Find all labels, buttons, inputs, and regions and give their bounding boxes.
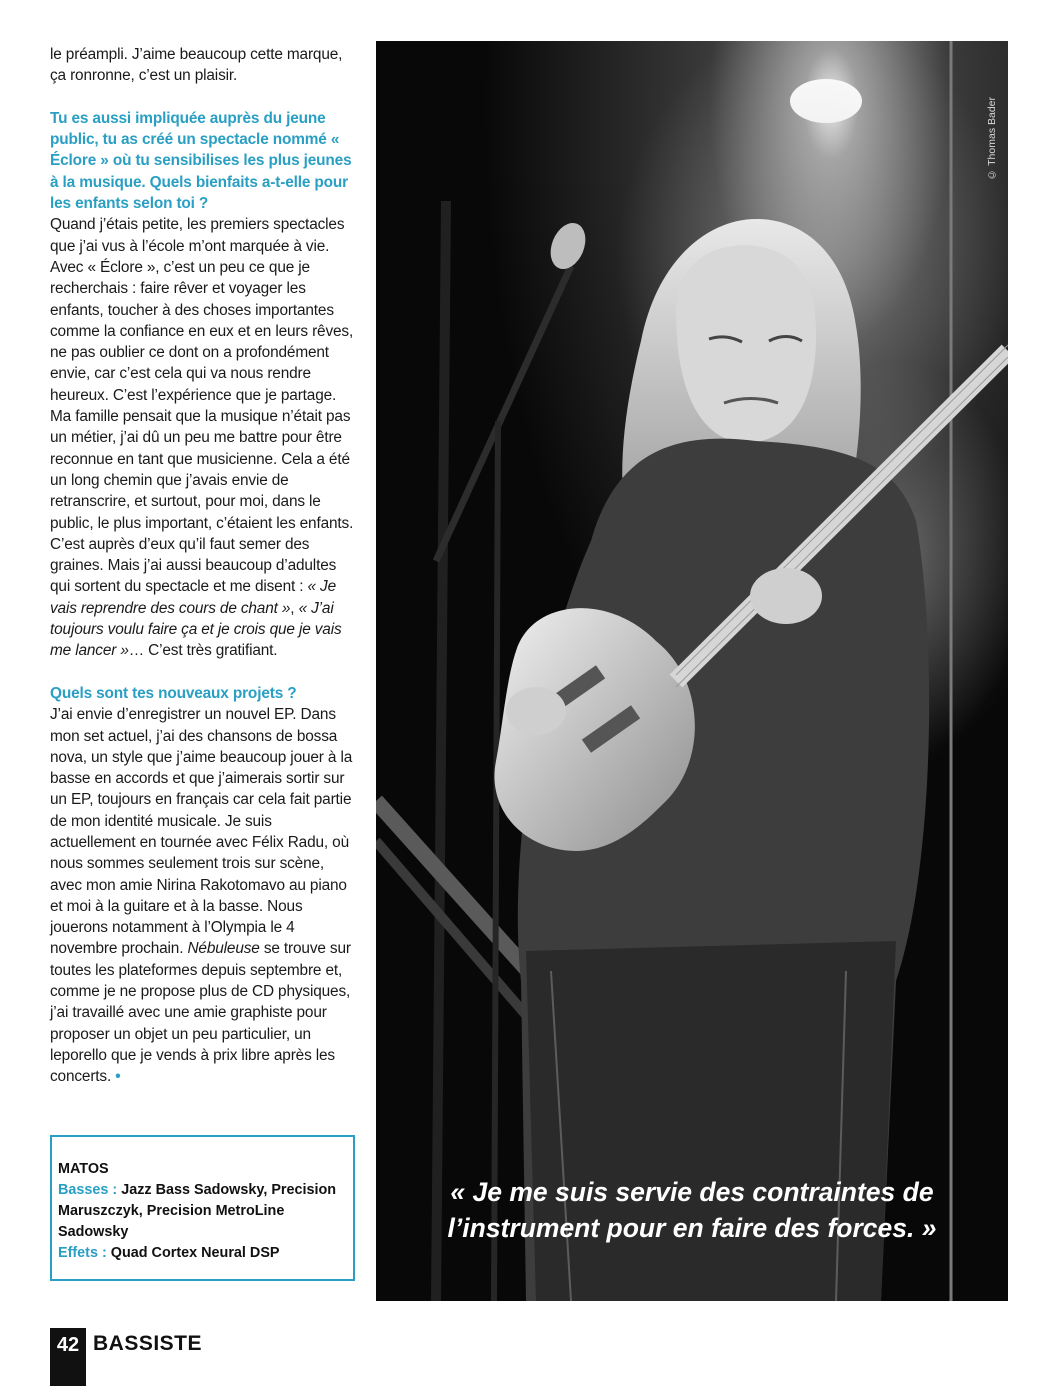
end-mark: •: [115, 1068, 121, 1086]
photo-illustration: [376, 41, 1008, 1301]
question-projets: Quels sont tes nouveaux projets ?: [50, 684, 297, 702]
matos-box: [50, 1135, 355, 1281]
question-eclore: Tu es aussi impliquée auprès du jeune public, tu as créé un spectacle nommé « Éclore » où tu sensibilises les plus jeunes à la musique. Quels bienfaits a-t-elle pour les enfants selon toi ?: [50, 109, 352, 213]
quote-chant: « Je vais reprendre des cours de chant »: [50, 578, 337, 617]
answer-eclore: Quand j’étais petite, les premiers spectacles que j’ai vus à l’école m’ont marquée à vie. Avec « Éclore », c’est un peu ce que je recherchais : faire rêver et voyager les enfants, toucher à des choses importantes comme la confiance en eux et en leurs rêves, ne pas oublier ce dont on a profondément envie, car c’est cela qui va nous rendre heureux. C’est l’expérience que je partage. Ma famille pensait que la musique n’était pas un métier, j’ai dû un peu me battre pour être reconnue en tant que musicienne. Cela a été un long chemin que j’avais envie de retranscrire, et surtout, pour moi, dans le public, le plus important, c’étaient les enfants. C’est auprès d’eux qu’il faut semer des graines. Mais j’ai aussi beaucoup d’adultes qui sortent du spectacle et me disent : « Je vais reprendre des cours de chant », « J’ai toujours voulu faire ça et je crois que je vais me lancer »… C’est très gratifiant.: [50, 216, 354, 660]
paragraph-intro: le préampli. J’aime beaucoup cette marque, ça ronronne, c’est un plaisir.: [50, 46, 343, 85]
matos-basses: [58, 1180, 353, 1243]
article-column: [50, 44, 360, 1109]
album-title: Nébuleuse: [187, 940, 260, 958]
magazine-logo: BASSISTE: [93, 1332, 203, 1355]
effets-label: Effets :: [58, 1245, 107, 1261]
fretting-hand: [750, 568, 822, 624]
answer-projets: J’ai envie d’enregistrer un nouvel EP. Dans mon set actuel, j’ai des chansons de bossa nova, un style que j’aime beaucoup jouer à la basse en accords et que j’aimerais sortir sur un EP, toujours en français car cela fait partie de mon identité musicale. Je suis actuellement en tournée avec Félix Radu, où nous sommes seulement trois sur scène, avec mon amie Nirina Rakotomavo au piano et moi à la guitare et à la basse. Nous jouerons notamment à l’Olympia le 4 novembre prochain. Nébuleuse se trouve sur toutes les plateformes depuis septembre et, comme je ne propose plus de CD physiques, j’ai travaillé avec une amie graphiste pour proposer un objet un peu particulier, un leporello que je vends à prix libre après les concerts. •: [50, 706, 353, 1086]
basses-value: Jazz Bass Sadowsky, Precision Maruszczyk, Precision MetroLine Sadowsky: [58, 1182, 337, 1240]
pull-quote: « Je me suis servie des contraintes de l’instrument pour en faire des forces. »: [447, 1177, 937, 1243]
concert-photo: [376, 41, 1008, 1301]
effets-value: Quad Cortex Neural DSP: [110, 1245, 280, 1261]
quote-lancer: « J’ai toujours voulu faire ça et je crois que je vais me lancer »: [50, 599, 342, 660]
plucking-hand: [506, 687, 566, 735]
photo-credit: © Thomas Bader: [986, 97, 998, 181]
matos-title: MATOS: [58, 1161, 109, 1177]
mic-stand: [494, 421, 498, 1301]
basses-label: Basses :: [58, 1182, 118, 1198]
page-number: 42: [56, 1334, 80, 1356]
matos-effets: [58, 1243, 353, 1264]
